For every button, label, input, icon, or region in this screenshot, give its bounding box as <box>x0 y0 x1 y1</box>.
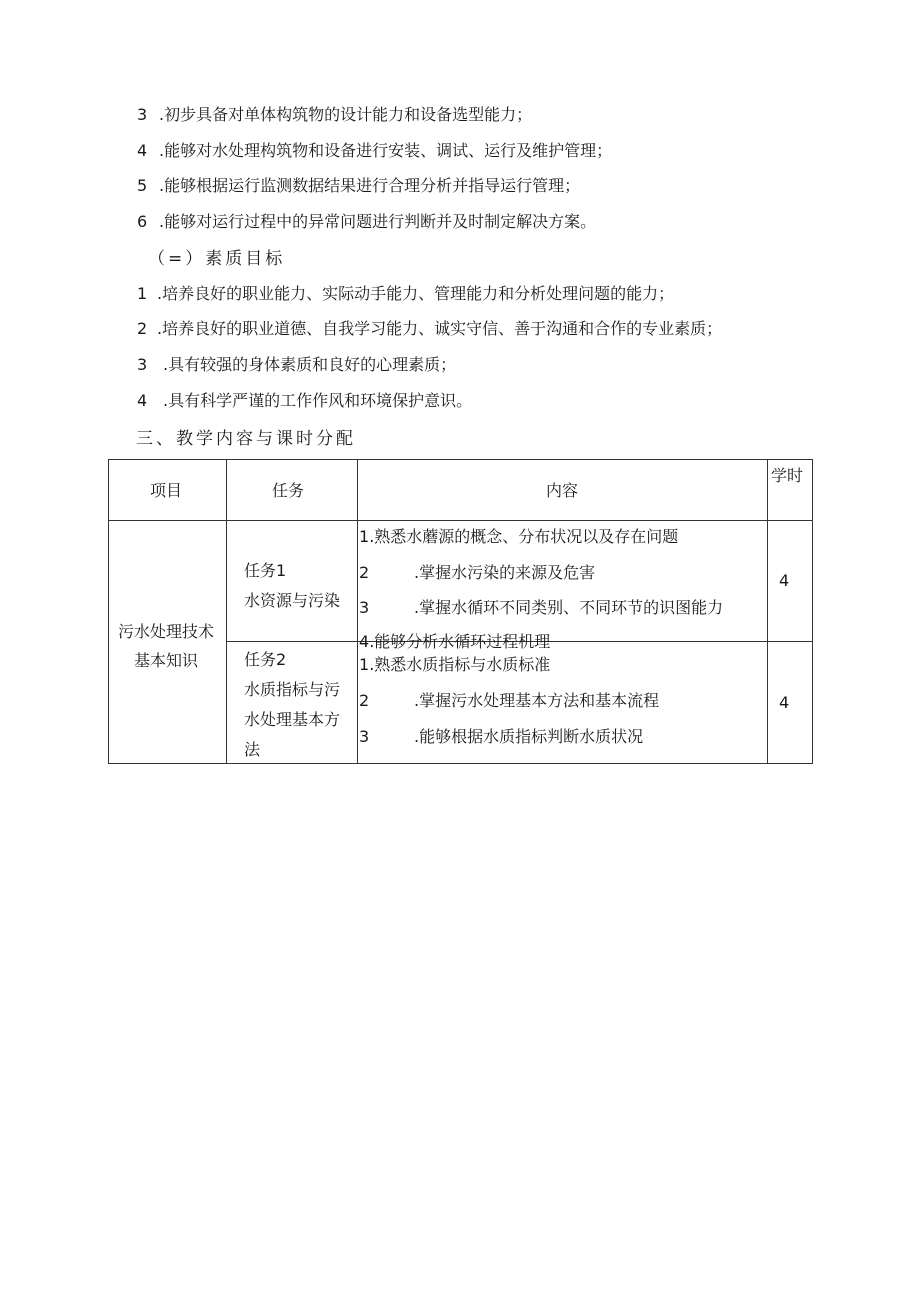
goal-text: .具有科学严谨的工作作风和环境保护意识。 <box>163 391 473 410</box>
quality-goal-1 <box>137 283 674 305</box>
content-text: .熟悉水质指标与水质标准 <box>369 655 551 674</box>
content-text: .能够分析水循环过程机理 <box>369 632 551 651</box>
content-number: 1 <box>359 655 370 674</box>
task-1-content <box>358 521 767 651</box>
ability-goal-4 <box>137 140 612 162</box>
content-item <box>359 690 659 712</box>
header-project: 项目 <box>150 481 183 500</box>
project-name-line1: 污水处理技术 <box>118 622 215 641</box>
content-text: .掌握水循环不同类别、不同环节的识图能力 <box>414 598 724 617</box>
header-task: 任务 <box>272 481 305 500</box>
task-2-title-line1: 水质指标与污 <box>244 680 341 699</box>
ability-goal-6 <box>137 211 596 233</box>
section-heading: 三、教学内容与课时分配 <box>136 429 356 449</box>
content-number: 3 <box>359 598 370 617</box>
task-2-hours: 4 <box>779 693 790 712</box>
goal-text: .培养良好的职业道德、自我学习能力、诚实守信、善于沟通和合作的专业素质； <box>157 319 723 338</box>
content-text: .熟悉水蘑源的概念、分布状况以及存在问题 <box>369 527 679 546</box>
table-divider <box>767 459 768 764</box>
content-item <box>359 726 643 748</box>
content-text: .掌握污水处理基本方法和基本流程 <box>414 691 660 710</box>
goal-text: .能够对水处理构筑物和设备进行安装、调试、运行及维护管理； <box>159 141 613 160</box>
content-number: 2 <box>359 691 370 710</box>
task-1-label: 任务1 <box>244 561 287 580</box>
goal-number: 1 <box>137 284 148 303</box>
ability-goal-3 <box>137 104 532 126</box>
quality-goals-heading: （=）素质目标 <box>148 249 286 269</box>
content-text: .掌握水污染的来源及危害 <box>414 563 596 582</box>
content-item <box>359 526 678 548</box>
quality-goal-2 <box>137 318 722 340</box>
goal-text: .能够对运行过程中的异常问题进行判断并及时制定解决方案。 <box>159 212 597 231</box>
content-item <box>359 562 595 584</box>
task-1-hours: 4 <box>779 571 790 590</box>
goal-number: 6 <box>137 212 148 231</box>
table-divider <box>226 459 227 764</box>
header-hours: 学时 <box>771 466 804 485</box>
goal-text: .能够根据运行监测数据结果进行合理分析并指导运行管理； <box>159 176 581 195</box>
content-number: 1 <box>359 527 370 546</box>
content-number: 2 <box>359 563 370 582</box>
task-2-title-line3: 法 <box>244 740 261 759</box>
content-item <box>359 597 723 619</box>
quality-goal-4 <box>137 390 472 412</box>
goal-number: 4 <box>137 391 148 410</box>
goal-number: 4 <box>137 141 148 160</box>
goal-number: 3 <box>137 105 148 124</box>
goal-number: 3 <box>137 355 148 374</box>
content-text: .能够根据水质指标判断水质状况 <box>414 727 644 746</box>
quality-goal-3 <box>137 354 456 376</box>
content-number: 4 <box>359 632 370 651</box>
content-number: 3 <box>359 727 370 746</box>
project-name-line2: 基本知识 <box>134 651 199 670</box>
task-2-title-line2: 水处理基本方 <box>244 710 341 729</box>
header-content: 内容 <box>546 481 579 500</box>
goal-text: .具有较强的身体素质和良好的心理素质； <box>163 355 457 374</box>
ability-goal-5 <box>137 175 580 197</box>
content-item <box>359 654 550 676</box>
task-1-title: 水资源与污染 <box>244 591 341 610</box>
goal-text: .初步具备对单体构筑物的设计能力和设备选型能力； <box>159 105 533 124</box>
task-2-content <box>358 642 767 763</box>
task-2-label: 任务2 <box>244 650 287 669</box>
goal-number: 2 <box>137 319 148 338</box>
goal-number: 5 <box>137 176 148 195</box>
goal-text: .培养良好的职业能力、实际动手能力、管理能力和分析处理问题的能力； <box>157 284 675 303</box>
